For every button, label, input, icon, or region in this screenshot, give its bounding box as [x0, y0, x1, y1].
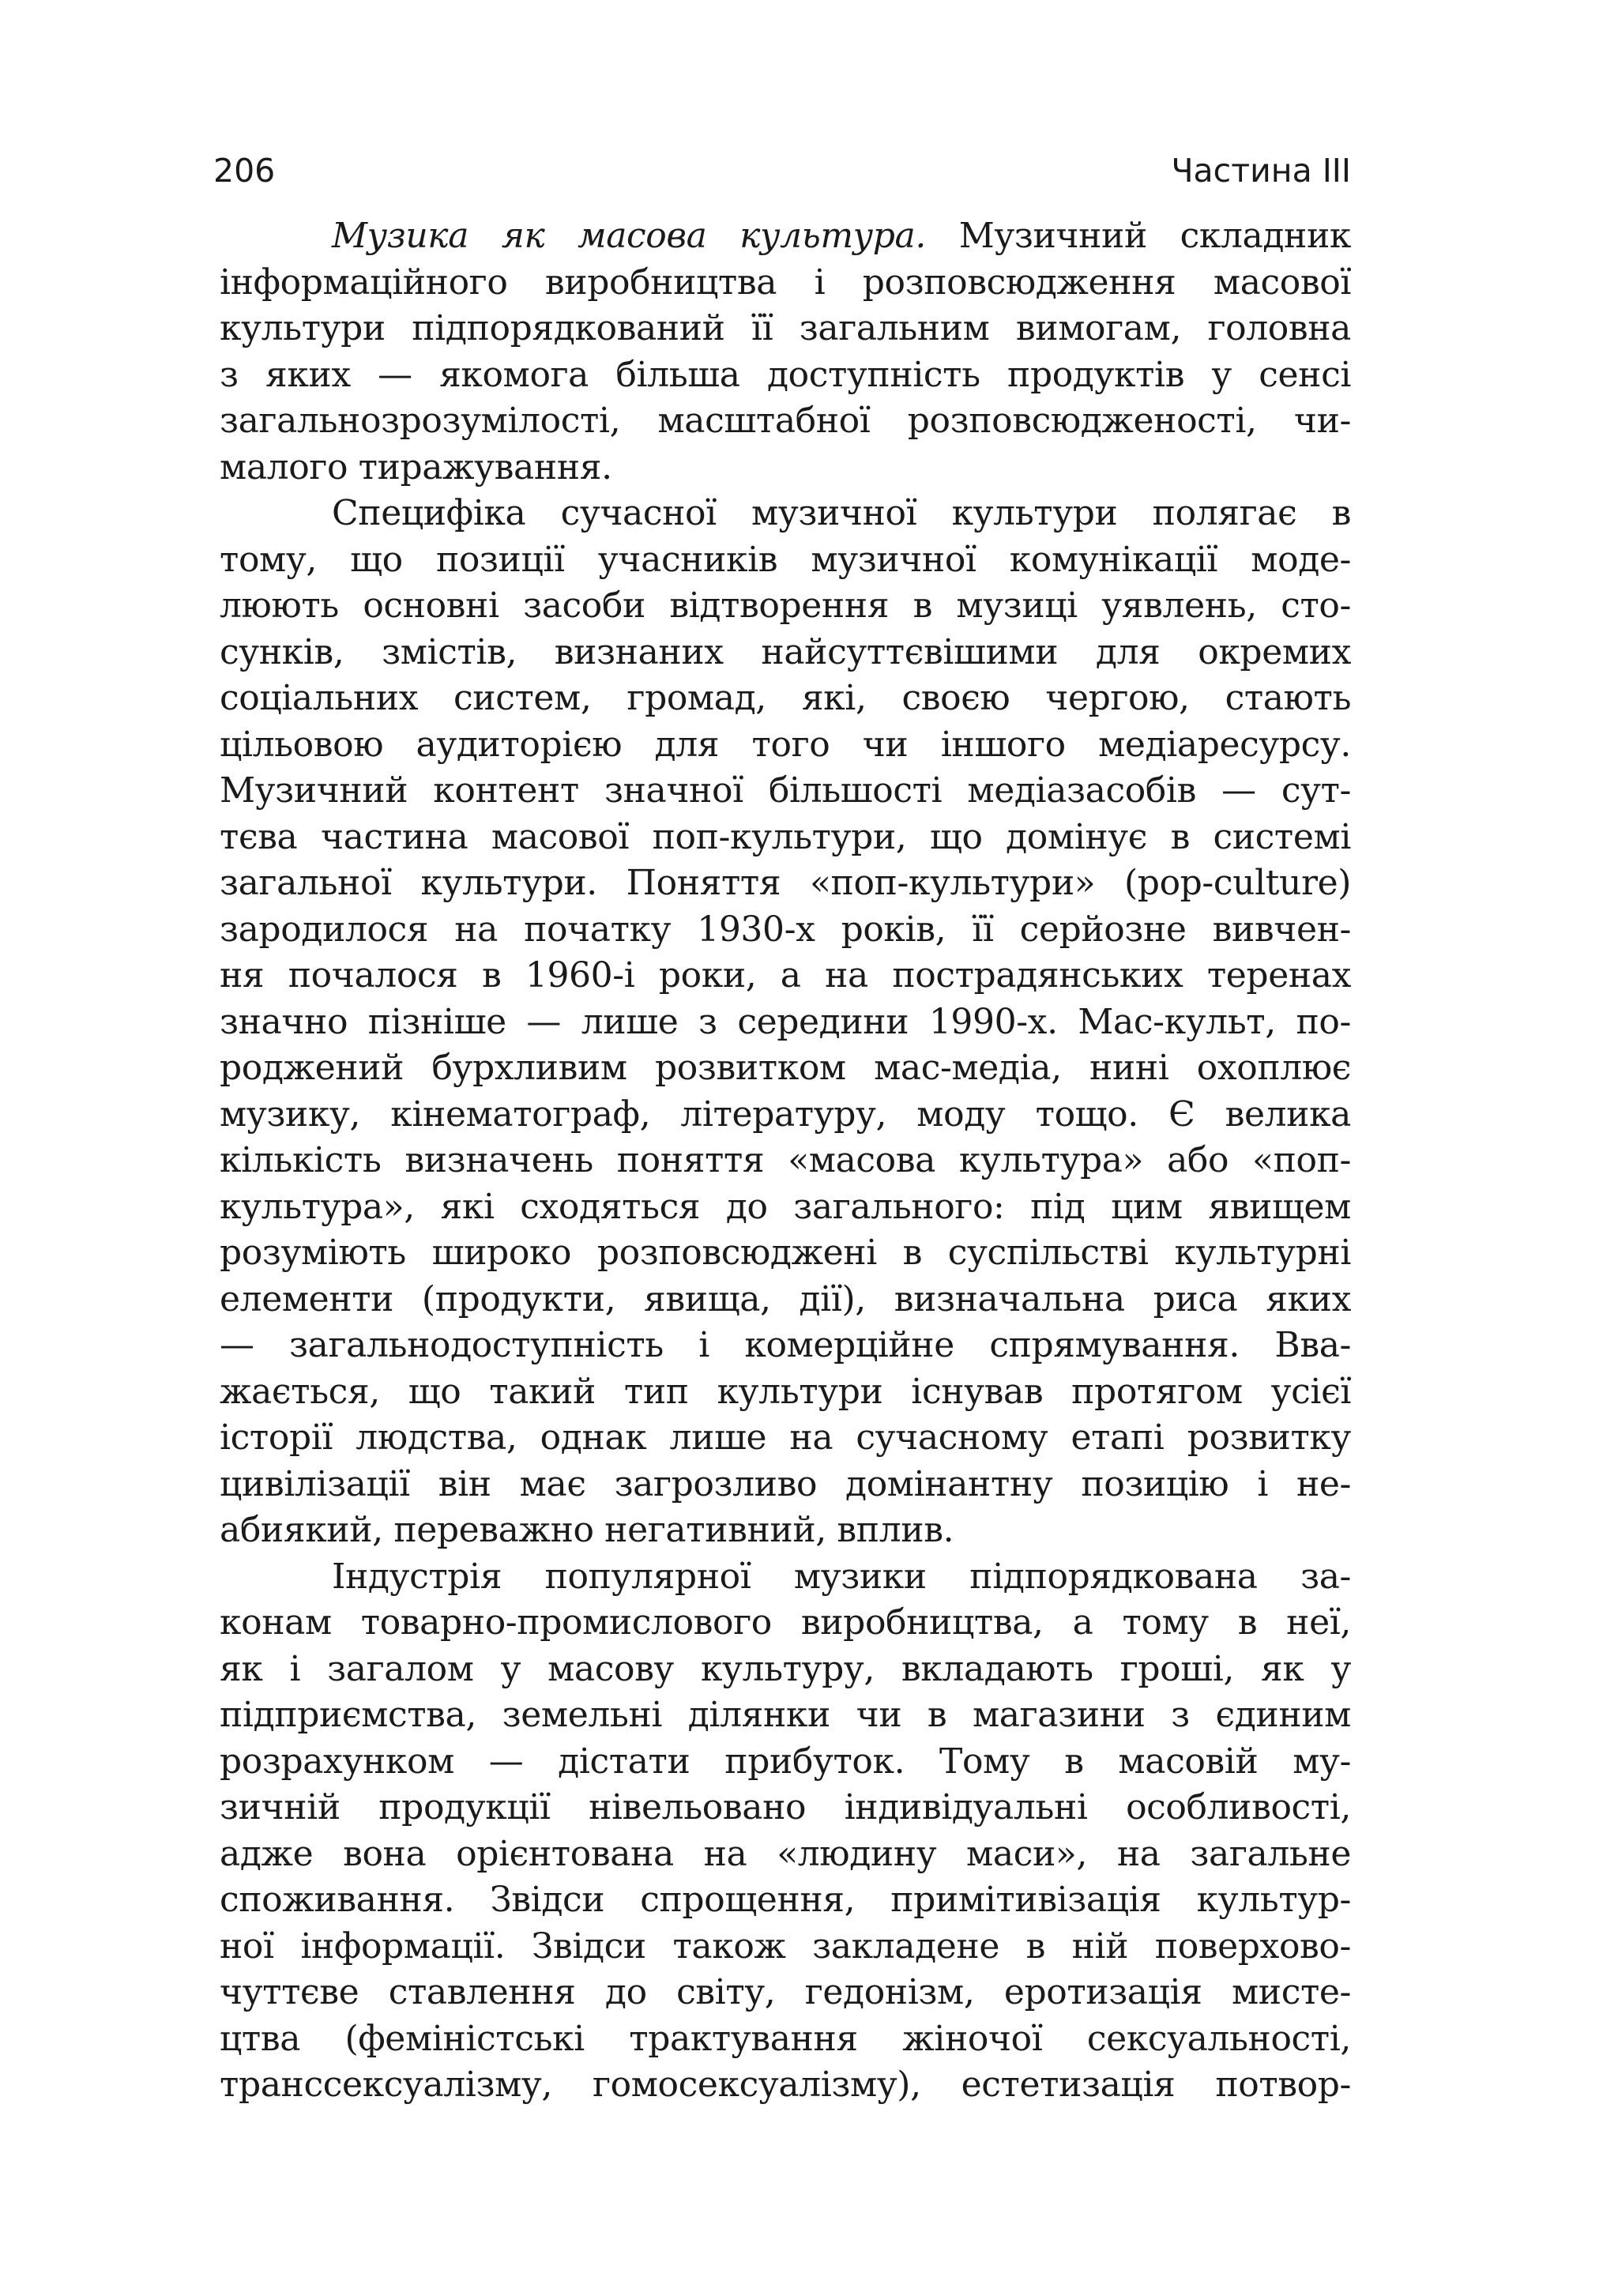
text-line: розуміють широко розповсюджені в суспільстві культурні: [220, 1233, 1351, 1273]
text-line: тєва частина масової поп-культури, що домінує в системі: [220, 816, 1351, 857]
text-line: — загальнодоступність і комерційне спрямування. Вва-: [220, 1325, 1351, 1365]
text-line: цивілізації він має загрозливо домінантну позицію і не-: [220, 1463, 1351, 1504]
text-line: люють основні засоби відтворення в музиці уявлень, сто-: [220, 585, 1351, 626]
text-line: музику, кінематограф, літературу, моду тощо. Є велика: [220, 1093, 1351, 1135]
text-line: малого тиражування.: [220, 446, 612, 487]
text-line: культури підпорядкований її загальним вимогам, головна: [220, 308, 1351, 348]
text-line: ня почалося в 1960-і роки, а на пострадянських теренах: [220, 955, 1351, 996]
text-line: елементи (продукти, явища, дії), визначальна риса яких: [220, 1278, 1351, 1319]
body-text: [220, 213, 1351, 2109]
text-line: кількість визначень поняття «масова культура» або «поп-: [220, 1140, 1351, 1180]
text-line: сунків, змістів, визнаних найсуттєвішими для окремих: [220, 631, 1351, 672]
text-line: історії людства, однак лише на сучасному етапі розвитку: [220, 1417, 1351, 1458]
text-line: тому, що позиції учасників музичної комунікації моде-: [220, 539, 1351, 580]
text-line: розрахунком — дістати прибуток. Тому в масовій му-: [220, 1741, 1351, 1782]
text-line: споживання. Звідси спрощення, примітивізація культур-: [220, 1880, 1351, 1920]
text-line: чуттєве ставлення до світу, гедонізм, еротизація мисте-: [220, 1972, 1351, 2012]
text-line: Індустрія популярної музики підпорядкована за-: [332, 1556, 1351, 1597]
text-line: як і загалом у масову культуру, вкладають гроші, як у: [220, 1648, 1351, 1689]
text-line: Музичний контент значної більшості медіазасобів — сут-: [220, 770, 1351, 811]
text-line: загальнозрозумілості, масштабної розповсюдженості, чи-: [220, 401, 1351, 441]
text-line: конам товарно-промислового виробництва, а тому в неї,: [220, 1602, 1351, 1643]
part-label: Частина III: [1171, 152, 1351, 190]
text-line: соціальних систем, громад, які, своєю чергою, стають: [220, 678, 1351, 718]
text-line: абиякий, переважно негативний, вплив.: [220, 1510, 954, 1550]
text-line: роджений бурхливим розвитком мас-медіа, нині охоплює: [220, 1048, 1351, 1088]
text-line: культура», які сходяться до загального: під цим явищем: [220, 1186, 1351, 1227]
running-head: [213, 147, 1351, 194]
text-line: значно пізніше — лише з середини 1990-х. Мас-культ, по-: [220, 1001, 1351, 1042]
text-line: з яких — якомога більша доступність продуктів у сенсі: [220, 354, 1351, 395]
text-line: зародилося на початку 1930-х років, її серйозне вивчен-: [220, 909, 1351, 950]
paragraph-1-lead: Музика як масова культура.: [332, 216, 926, 256]
page-number: 206: [213, 152, 276, 190]
text-line: Специфіка сучасної музичної культури полягає в: [332, 493, 1351, 533]
text-line: цільовою аудиторією для того чи іншого медіаресурсу.: [220, 724, 1351, 765]
text-line: транссексуалізму, гомосексуалізму), естетизація потвор-: [220, 2065, 1351, 2105]
text-line: цтва (феміністські трактування жіночої сексуальності,: [220, 2018, 1351, 2059]
paragraph-1-line-1: [220, 213, 1351, 260]
text-line: адже вона орієнтована на «людину маси», на загальне: [220, 1833, 1351, 1874]
text-line: Музичний складник: [925, 216, 1351, 256]
text-line: загальної культури. Поняття «поп-культури» (pop-culture): [220, 863, 1351, 903]
text-line: ної інформації. Звідси також закладене в ній поверхово-: [220, 1925, 1351, 1967]
text-line: інформаційного виробництва і розповсюдження масової: [220, 262, 1351, 303]
text-line: жається, що такий тип культури існував протягом усієї: [220, 1371, 1351, 1412]
text-line: підприємства, земельні ділянки чи в магазини з єдиним: [220, 1695, 1351, 1735]
text-line: зичній продукції нівельовано індивідуальні особливості,: [220, 1787, 1351, 1827]
